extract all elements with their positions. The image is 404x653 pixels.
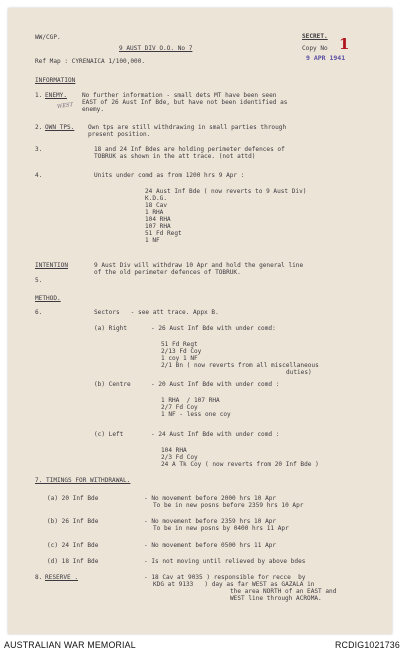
timing-unit: (c) 24 Inf Bde (47, 542, 99, 549)
unit-list-item: K.D.G. (145, 195, 168, 202)
timing-line1: - Is not moving until relieved by above bdes (144, 558, 306, 565)
timing-unit: (d) 18 Inf Bde (47, 558, 99, 565)
para-4-line1: Units under comd as from 1200 hrs 9 Apr : (94, 172, 245, 179)
unit-list-item: 51 Fd Regt (145, 230, 182, 237)
unit-list-item: duties) (286, 369, 312, 376)
unit-list-item: 2/7 Fd Coy (161, 404, 198, 411)
para-3-line2: TOBRUK as shown in the att trace. (not attd) (94, 153, 256, 160)
para-1-label: ENEMY. (45, 92, 68, 99)
footer-bar (0, 636, 404, 653)
unit-list-item: 107 RHA (145, 223, 171, 230)
timing-line2: To be in new posns by 0400 hrs 11 Apr (153, 525, 289, 532)
sector-centre-label: (b) Centre (94, 381, 131, 388)
para-5-number: 5. (35, 277, 43, 284)
ref-initials: WW/CGP. (35, 34, 61, 41)
para-6-number: 6. (35, 309, 43, 316)
unit-list-item: 1 NF (145, 237, 160, 244)
reserve-line3: the area NORTH of an EAST and (230, 588, 337, 595)
unit-list-item: 24 A Tk Coy ( now reverts from 20 Inf Bde ) (161, 461, 319, 468)
sector-left-label: (c) Left (94, 431, 124, 438)
para-1-line1: No further information - small dets MT have been seen (82, 92, 277, 99)
ref-map: Ref Map : CYRENAICA 1/100,000. (35, 58, 146, 65)
reserve-label: RESERVE . (45, 574, 79, 581)
timing-unit: (a) 20 Inf Bde (47, 495, 99, 502)
classification: SECRET. (302, 33, 328, 40)
unit-list-item: 24 Aust Inf Bde ( now reverts to 9 Aust Div) (145, 188, 307, 195)
para-2-line2: present position. (88, 131, 151, 138)
para-2-number: 2. (35, 124, 43, 131)
sector-centre-text: - 20 Aust Inf Bde with under comd : (151, 381, 280, 388)
timing-line1: - No movement before 2000 hrs 10 Apr (144, 495, 277, 502)
heading-timings: 7. TIMINGS FOR WITHDRAWAL. (35, 477, 131, 484)
para-2-line1: Own tps are still withdrawing in small parties through (88, 124, 287, 131)
unit-list-item: 1 RHA / 107 RHA (161, 397, 220, 404)
sector-left-text: - 24 Aust Inf Bde with under comd : (151, 431, 280, 438)
sector-right-label: (a) Right (94, 325, 128, 332)
para-1-number: 1. (35, 92, 43, 99)
order-title: 9 AUST DIV O.O. No 7 (119, 45, 193, 52)
copy-number-stamp: 1 (339, 35, 350, 53)
para-1-line3: enemy. (82, 106, 105, 113)
heading-method: METHOD. (35, 295, 61, 302)
para-3-number: 3. (35, 146, 43, 153)
reserve-line4: WEST line through ACROMA. (230, 595, 322, 602)
para-1-line2: EAST of 26 Aust Inf Bde, but have not been identified as (82, 99, 288, 106)
para-8-number: 8. (35, 574, 43, 581)
unit-list-item: 2/13 Fd Coy (161, 348, 202, 355)
footer-id: RCDIG1021736 (335, 640, 400, 650)
reserve-line1: - 18 Cav at 9035 ) responsible for recce by (144, 574, 306, 581)
date-stamp: 9 APR 1941 (306, 54, 346, 62)
unit-list-item: 104 RHA (145, 216, 171, 223)
heading-intention: INTENTION (35, 262, 69, 269)
unit-list-item: 1 coy 1 NF (161, 355, 198, 362)
para-3-line1: 18 and 24 Inf Bdes are holding perimeter defences of (94, 146, 285, 153)
timing-line1: - No movement before 2359 hrs 10 Apr (144, 518, 277, 525)
reserve-line2: KDG at 9133 ) day as far WEST as GAZALA in (153, 581, 315, 588)
copy-label: Copy No (302, 45, 328, 52)
unit-list-item: 51 Fd Regt (161, 341, 198, 348)
para-4-number: 4. (35, 172, 43, 179)
para-5-line1: 9 Aust Div will withdraw 10 Apr and hold the general line (94, 262, 304, 269)
para-2-label: OWN TPS. (45, 124, 75, 131)
unit-list-item: 18 Cav (145, 202, 168, 209)
sectors-line: Sectors - see att trace. Appx B. (94, 309, 219, 316)
timing-unit: (b) 26 Inf Bde (47, 518, 99, 525)
unit-list-item: 2/3 Fd Coy (161, 454, 198, 461)
unit-list-item: 1 RHA (145, 209, 164, 216)
sector-right-text: - 26 Aust Inf Bde with under comd: (151, 325, 276, 332)
unit-list-item: 104 RHA (161, 447, 187, 454)
timing-line2: To be in new posns before 2359 hrs 10 Apr (153, 502, 304, 509)
unit-list-item: 2/1 Bn ( now reverts from all miscellaneous (161, 362, 319, 369)
timing-line1: - No movement before 0500 hrs 11 Apr (144, 542, 277, 549)
unit-list-item: 1 NF - less one coy (161, 411, 231, 418)
para-5-line2: of the old perimeter defences of TOBRUK. (94, 269, 241, 276)
handwritten-correction: WEST (56, 101, 74, 111)
footer-source: AUSTRALIAN WAR MEMORIAL (4, 640, 136, 650)
heading-information: INFORMATION (35, 77, 76, 84)
